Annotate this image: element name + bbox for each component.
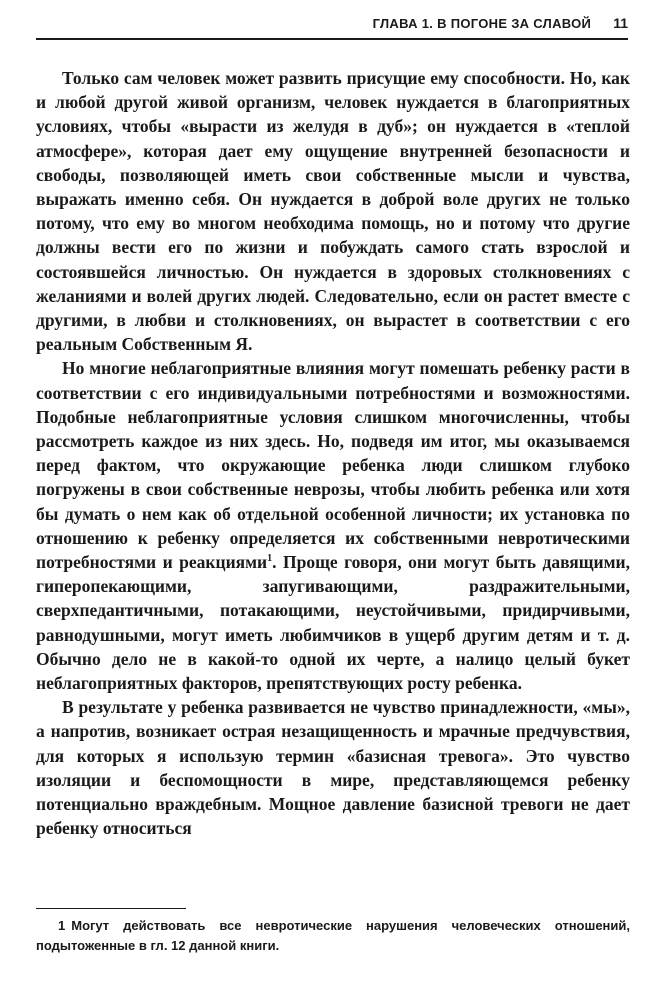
footnote-divider [36,908,186,909]
paragraph-1: Только сам человек может развить присущие ему способности. Но, как и любой другой живой организм, человек нуждается в благоприятных условиях, чтобы «вырасти из желудя в дуб»; он нуждается в «теплой атмосфере», которая дает ему ощущение внутренней безопасности и свободы, позволяющей иметь свои собственные мысли и чувства, выражать именно себя. Он нуждается в доброй воле других не только потому, что ему во многом необходима помощь, но и потому что другие должны вести его по жизни и побуждать самого стать взрослой и состоявшейся личностью. Он нуждается в здоровых столкновениях с желаниями и волей других людей. Следовательно, если он растет вместе с другими, в любви и столкновениях, он вырастет в соответствии с его реальным Собственным Я. [36,68,630,355]
footnote [36,916,630,956]
footnote-reference[interactable]: 1 [267,553,273,565]
page-header [36,8,628,40]
paragraph-2-text-before: Но многие неблагоприятные влияния могут помешать ребенку расти в соответствии с его индивидуальными потребностями и возможностями. Подобные неблагоприятные условия слишком многочисленны, чтобы рассмотреть каждое из них здесь. Но, подведя им итог, мы оказываемся перед фактом, что окружающие ребенка люди слишком глубоко погружены в свои собственные неврозы, чтобы любить ребенка или хотя бы думать о нем как об отдельной особенной личности; их установка по отношению к ребенку определяется их собственными невротическими потребностями и реакциями [36,358,630,573]
body-text [36,66,630,841]
footnote-text: Могут действовать все невротические нарушения человеческих отношений, подытоженные в гл. 12 данной книги. [36,918,630,953]
paragraph-3: В результате у ребенка развивается не чувство принадлежности, «мы», а напротив, возникает острая незащищенность и мрачные предчувствия, для которых я использую термин «базисная тревога». Это чувство изоляции и беспомощности в мире, представляющемся ребенку потенциально враждебным. Мощное давление базисной тревоги не дает ребенку относиться [36,697,630,839]
running-title: ГЛАВА 1. В ПОГОНЕ ЗА СЛАВОЙ [372,15,592,31]
footnote-marker: 1 [58,918,66,933]
paragraph-2 [36,356,630,695]
paragraph-2-text-after: . Проще говоря, они могут быть давящими, гиперопекающими, запугивающими, раздражительными, сверхпедантичными, потакающими, неустойчивыми, придирчивыми, равнодушными, могут иметь любимчиков в ущерб другим детям и т. д. Обычно дело не в какой-то одной их черте, а налицо целый букет неблагоприятных факторов, препятствующих росту ребенка. [36,552,631,694]
page-number: 11 [613,15,628,31]
